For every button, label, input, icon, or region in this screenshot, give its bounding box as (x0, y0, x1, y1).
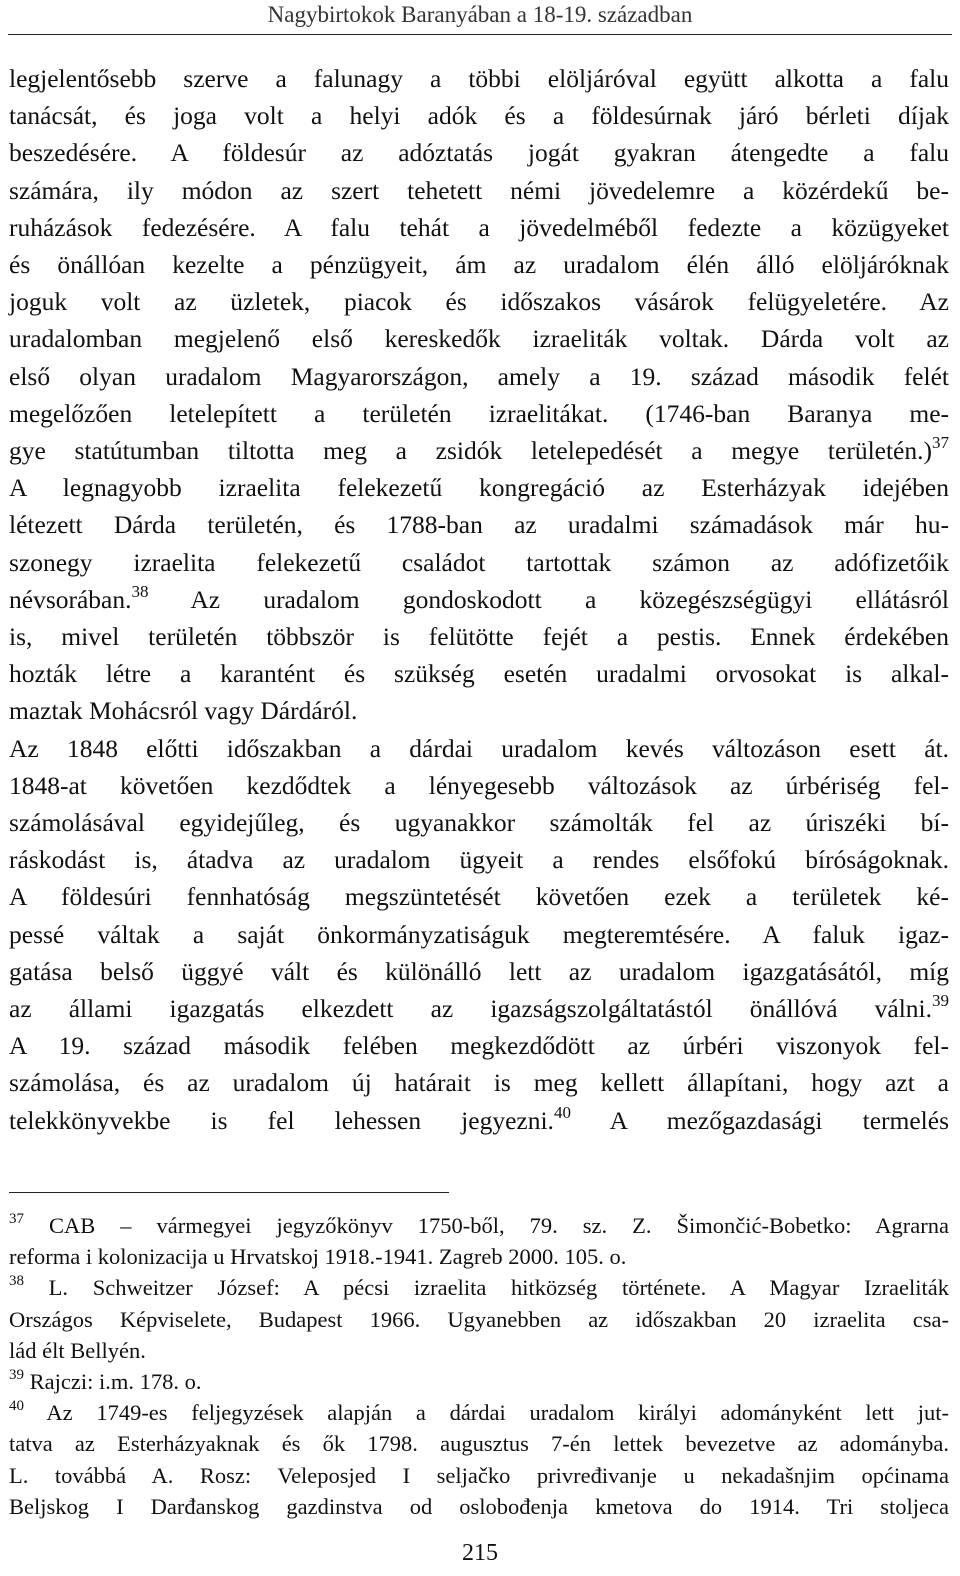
text-line: számolásával egyidejűleg, és ugyanakkor számolták fel az úriszéki bí- (9, 808, 949, 838)
text-line: uradalomban megjelenő első kereskedők izraeliták voltak. Dárda volt az (9, 324, 949, 354)
footnote-line: tatva az Esterházyaknak és ők 1798. augusztus 7-én lettek bevezetve az adományba. (9, 1431, 949, 1457)
text-line: joguk volt az üzletek, piacok és időszakos vásárok felügyeletére. Az (9, 287, 949, 317)
text-segment: L. Schweitzer József: A pécsi izraelita hitközség története. A Magyar Izraeliták (24, 1275, 949, 1301)
text-line: létezett Dárda területén, és 1788-ban az uradalmi számadások már hu- (9, 510, 949, 540)
footnote-ref-39[interactable]: 39 (932, 991, 949, 1011)
footnote-mark-38: 38 (9, 1273, 24, 1290)
text-line: 1848-at követően kezdődtek a lényegesebb változások az úrbériség fel- (9, 770, 949, 800)
text-line: számolása, és az uradalom új határait is meg kellett állapítani, hogy azt a (9, 1068, 949, 1098)
text-line: A 19. század második felében megkezdődött az úrbéri viszonyok fel- (9, 1031, 949, 1061)
text-segment: CAB – vármegyei jegyzőkönyv 1750-ből, 79. sz. Z. Šimončić-Bobetko: Agrarna (24, 1213, 949, 1238)
text-line (9, 990, 949, 1027)
text-line (9, 581, 949, 618)
footnote-line (9, 1210, 949, 1241)
footnote-line: Beljskog I Darđanskog gazdinstva od oslobođenja kmetova do 1914. Tri stoljeca (9, 1493, 949, 1519)
text-line: pessé váltak a saját önkormányzatiságuk megteremtésére. A faluk igaz- (9, 919, 949, 949)
text-line: Az 1848 előtti időszakban a dárdai uradalom kevés változáson esett át. (9, 733, 949, 763)
text-line: is, mivel területén többször is felütötte fejét a pestis. Ennek érdekében (9, 622, 949, 652)
footnote-ref-37[interactable]: 37 (932, 433, 949, 453)
text-line: számára, ily módon az szert tehetett némi jövedelemre a közérdekű be- (9, 175, 949, 205)
footnote-mark-39: 39 (9, 1367, 24, 1384)
page-number: 215 (462, 1540, 498, 1566)
text-line: első olyan uradalom Magyarországon, amely a 19. század második felét (9, 361, 949, 391)
text-line: szonegy izraelita felekezetű családot tartottak számon az adófizetőik (9, 547, 949, 577)
text-line: ruházások fedezésére. A falu tehát a jövedelméből fedezte a közügyeket (9, 212, 949, 242)
text-segment: Az uradalom gondoskodott a közegészségügyi ellátásról (148, 584, 949, 614)
text-line (9, 1102, 949, 1139)
text-line: maztak Mohácsról vagy Dárdáról. (9, 696, 358, 726)
text-line: tanácsát, és joga volt a helyi adók és a földesúrnak járó bérleti díjak (9, 101, 949, 131)
text-line: A legnagyobb izraelita felekezetű kongregáció az Esterházyak idejében (9, 473, 949, 503)
footnote-ref-38[interactable]: 38 (131, 581, 149, 601)
footnote-line (9, 1272, 949, 1303)
footnote-line: Országos Képviselete, Budapest 1966. Ugyanebben az időszakban 20 izraelita csa- (9, 1306, 949, 1332)
text-line: A földesúri fennhatóság megszüntetését követően ezek a területek ké- (9, 882, 949, 912)
footnote-mark-40: 40 (9, 1398, 24, 1415)
text-line: hozták létre a karantént és szükség esetén uradalmi orvosokat is alkal- (9, 659, 949, 689)
footnote-line (9, 1397, 949, 1428)
footnote-ref-40[interactable]: 40 (553, 1102, 571, 1122)
text-segment: az állami igazgatás elkezdett az igazságszolgáltatástól önállóvá válni. (9, 994, 932, 1024)
text-line: beszedésére. A földesúr az adóztatás jogát gyakran átengedte a falu (9, 138, 949, 168)
text-line: gatása belső üggyé vált és különálló lett az uradalom igazgatásától, míg (9, 956, 949, 986)
text-segment: Az 1749-es feljegyzések alapján a dárdai uradalom királyi adományként lett jut- (24, 1400, 949, 1426)
running-header: Nagybirtokok Baranyában a 18-19. században (267, 2, 693, 27)
text-line: legjelentősebb szerve a falunagy a többi elöljáróval együtt alkotta a falu (9, 64, 949, 93)
text-segment: gye statútumban tiltotta meg a zsidók letelepedését a megye területén.) (9, 436, 932, 466)
footnote-rule (9, 1192, 449, 1193)
footnote-line: reforma i kolonizacija u Hrvatskoj 1918.-1941. Zagreb 2000. 105. o. (9, 1244, 627, 1270)
text-line: megelőzően letelepített a területén izraelitákat. (1746-ban Baranya me- (9, 398, 949, 428)
footnote-line: lád élt Bellyén. (9, 1337, 146, 1363)
text-segment: telekkönyvekbe is fel lehessen jegyezni. (9, 1105, 554, 1135)
text-line: ráskodást is, átadva az uradalom ügyeit a rendes elsőfokú bíróságoknak. (9, 845, 949, 875)
footnote-line (9, 1366, 949, 1397)
text-segment: Rajczi: i.m. 178. o. (24, 1369, 202, 1395)
footnotes (9, 1210, 949, 1522)
footnote-line: L. továbbá A. Rosz: Veleposjed I seljačko privređivanje u nekadašnjim općinama (9, 1462, 949, 1488)
text-segment: névsorában. (9, 584, 132, 614)
body-text (9, 60, 949, 1139)
header-rule (8, 34, 952, 35)
footnote-mark-37: 37 (9, 1211, 24, 1227)
text-line (9, 432, 949, 469)
text-line: és önállóan kezelte a pénzügyeit, ám az uradalom élén álló elöljáróknak (9, 250, 949, 280)
text-segment: A mezőgazdasági termelés (570, 1105, 949, 1135)
